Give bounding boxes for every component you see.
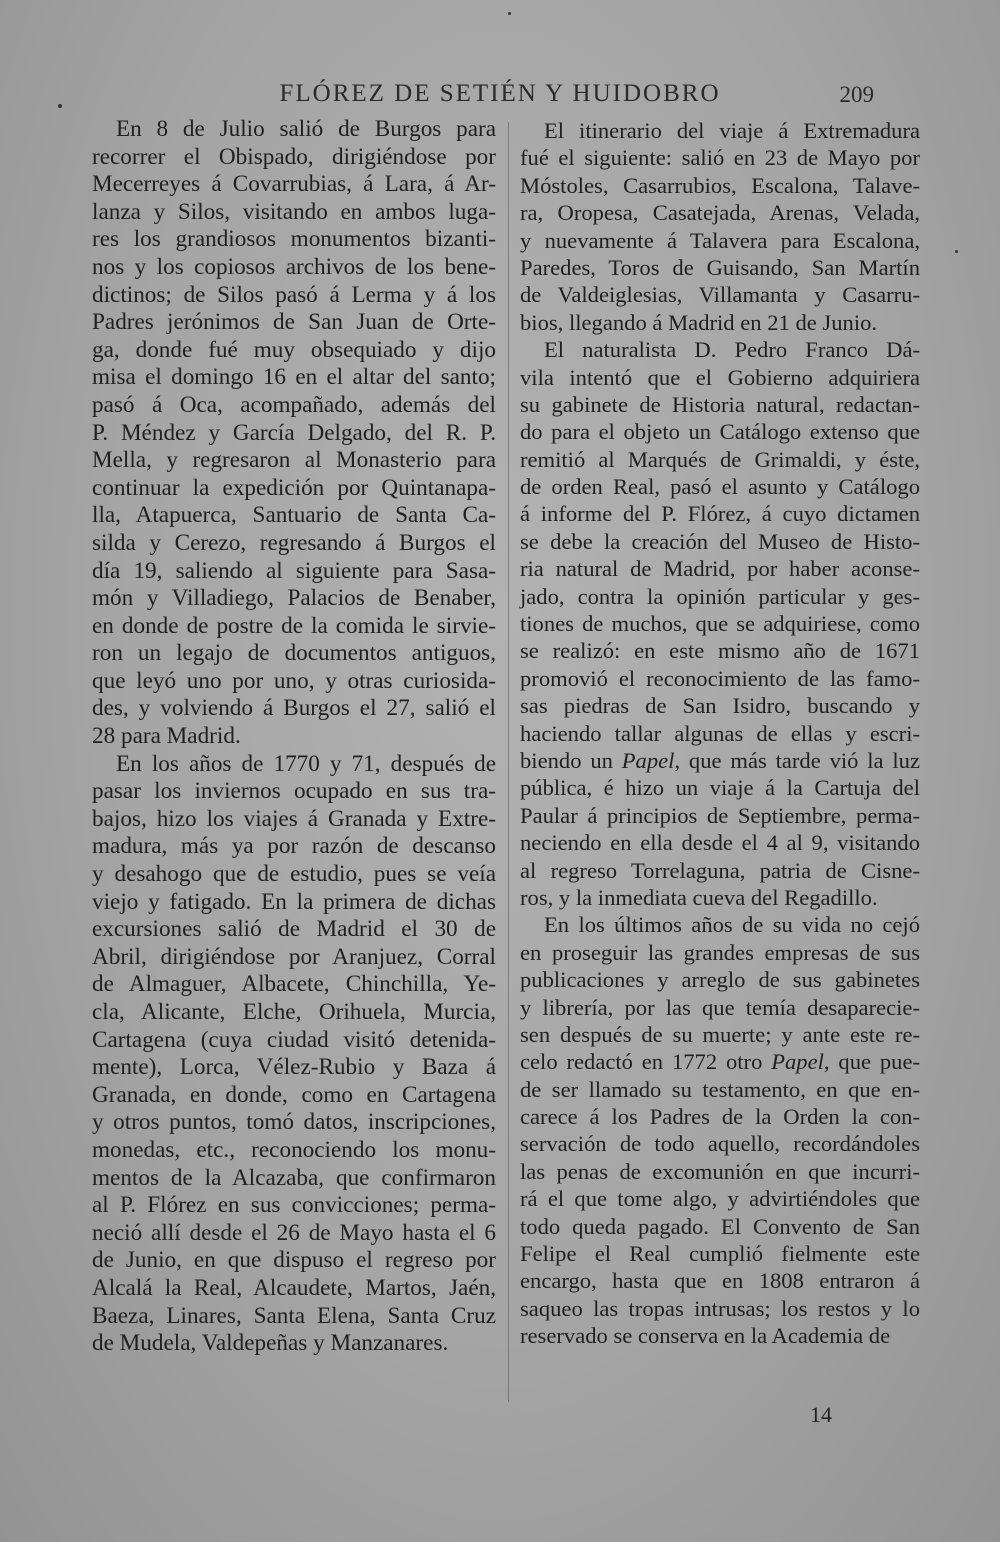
left-text-column (92, 116, 496, 1358)
text-line: excursiones salió de Madrid el 30 de (92, 916, 496, 943)
text-line: Baeza, Linares, Santa Elena, Santa Cruz (92, 1302, 496, 1329)
text-line: Cartagena (cuya ciudad visitó detenida- (92, 1026, 496, 1053)
text-line: 28 para Madrid. (92, 723, 241, 750)
text-line: Alcalá la Real, Alcaudete, Martos, Jaén, (92, 1274, 496, 1301)
text-line: ria natural de Madrid, por haber aconse- (520, 556, 920, 582)
text-line: pública, é hizo un viaje á la Cartuja del (520, 775, 920, 801)
text-line: ga, donde fué muy obsequiado y dijo (92, 336, 496, 363)
text-line: viejo y fatigado. En la primera de dichas (92, 888, 496, 915)
text-line: reservado se conserva en la Academia de (520, 1323, 891, 1349)
text-line: monedas, etc., reconociendo los monu- (92, 1136, 496, 1163)
text-line: En 8 de Julio salió de Burgos para (116, 116, 496, 142)
text-line: ra, Oropesa, Casatejada, Arenas, Velada, (520, 200, 920, 226)
text-line: Mecerreyes á Covarrubias, á Lara, á Ar- (92, 171, 496, 198)
text-line: haciendo tallar algunas de ellas y escri- (520, 720, 920, 746)
text-line: món y Villadiego, Palacios de Benaber, (92, 585, 496, 612)
text-line: Paular á principios de Septiembre, perma- (520, 802, 920, 828)
text-line: Granada, en donde, como en Cartagena (92, 1081, 496, 1108)
text-line: se debe la creación del Museo de Histo- (520, 528, 920, 554)
text-line: todo queda pagado. El Convento de San (520, 1213, 920, 1239)
text-line: Abril, dirigiéndose por Aranjuez, Corral (92, 943, 496, 970)
printer-signature-mark: 14 (810, 1402, 832, 1427)
right-text-column (520, 117, 920, 1350)
text-line: Felipe el Real cumplió fielmente este (520, 1241, 920, 1267)
text-line: Mella, y regresaron al Monasterio para (92, 447, 496, 474)
text-line: y otros puntos, tomó datos, inscripciones, (92, 1109, 496, 1136)
text-line: á informe del P. Flórez, á cuyo dictamen (520, 501, 920, 527)
text-line: en donde de postre de la comida le sirvie- (92, 612, 496, 639)
text-line: continuar la expedición por Quintanapa- (92, 474, 496, 501)
text-line: de orden Real, pasó el asunto y Catálogo (520, 474, 920, 500)
text-line: al regreso Torrelaguna, patria de Cisne- (520, 857, 920, 883)
text-line: Móstoles, Casarrubios, Escalona, Talave- (520, 172, 920, 198)
text-line: res los grandiosos monumentos bizanti- (92, 226, 496, 253)
text-line: de Junio, en que dispuso el regreso por (92, 1247, 496, 1274)
text-line: promovió el reconocimiento de las famo- (520, 665, 920, 691)
text-line: lanza y Silos, visitando en ambos luga- (92, 198, 496, 225)
text-line: neció allí desde el 26 de Mayo hasta el 6 (92, 1219, 496, 1246)
text-line: ron un legajo de documentos antiguos, (92, 640, 496, 667)
text-line: ros, y la inmediata cueva del Regadillo. (520, 884, 878, 910)
text-line: Paredes, Toros de Guisando, San Martín (520, 254, 920, 280)
text-line: El naturalista D. Pedro Franco Dá- (544, 337, 920, 363)
text-line: mente), Lorca, Vélez-Rubio y Baza á (92, 1054, 496, 1081)
print-speck (955, 250, 958, 253)
text-line: En los últimos años de su vida no cejó (544, 912, 920, 938)
text-line: bajos, hizo los viajes á Granada y Extre- (92, 805, 496, 832)
text-line: cla, Alicante, Elche, Orihuela, Murcia, (92, 999, 496, 1025)
text-line: las penas de excomunión en que incurri- (520, 1158, 920, 1184)
text-line: nos y los copiosos archivos de los bene- (92, 253, 496, 280)
text-line: de Almaguer, Albacete, Chinchilla, Ye- (92, 971, 496, 998)
print-speck (58, 104, 62, 108)
text-line: mentos de la Alcazaba, que confirmaron (92, 1164, 496, 1191)
text-line: celo redactó en 1772 otro Papel, que pue- (520, 1049, 920, 1075)
text-line: saqueo las tropas intrusas; los restos y lo (520, 1295, 920, 1321)
text-line: El itinerario del viaje á Extremadura (544, 118, 920, 143)
text-line: servación de todo aquello, recordándoles (520, 1131, 920, 1157)
text-line: pasó á Oca, acompañado, además del (92, 391, 496, 418)
text-line: de Valdeiglesias, Villamanta y Casarru- (520, 282, 920, 308)
text-line: día 19, saliendo al siguiente para Sasa- (92, 557, 496, 584)
text-line: silda y Cerezo, regresando á Burgos el (92, 529, 496, 556)
text-line: de Mudela, Valdepeñas y Manzanares. (92, 1330, 449, 1357)
text-line: sas piedras de San Isidro, buscando y (520, 693, 920, 719)
text-line: fué el siguiente: salió en 23 de Mayo por (520, 145, 920, 171)
text-line: do para el objeto un Catálogo extenso que (520, 419, 920, 445)
text-line: pasar los inviernos ocupado en sus tra- (92, 778, 496, 805)
text-line: y nuevamente á Talavera para Escalona, (520, 227, 920, 253)
column-divider (508, 122, 509, 1402)
text-line: rá el que tome algo, y advirtiéndoles que (520, 1186, 920, 1212)
text-line: En los años de 1770 y 71, después de (116, 750, 496, 777)
page-number: 209 (839, 82, 874, 107)
text-line: remitió al Marqués de Grimaldi, y éste, (520, 446, 920, 472)
text-line: des, y volviendo á Burgos el 27, salió el (92, 695, 496, 722)
text-line: se realizó: en este mismo año de 1671 (520, 638, 920, 664)
text-line: carece á los Padres de la Orden la con- (520, 1104, 920, 1130)
text-line: encargo, hasta que en 1808 entraron á (520, 1268, 920, 1294)
text-line: en proseguir las grandes empresas de sus (520, 939, 920, 965)
text-line: y desahogo que de estudio, pues se veía (92, 861, 496, 888)
text-line: y librería, por las que temía desaparecie- (520, 994, 920, 1020)
text-line: vila intentó que el Gobierno adquiriera (520, 364, 920, 390)
text-line: tiones de muchos, que se adquiriese, como (520, 611, 920, 637)
text-line: madura, más ya por razón de descanso (92, 833, 496, 860)
text-line: de ser llamado su testamento, en que en- (520, 1076, 920, 1102)
text-line: recorrer el Obispado, dirigiéndose por (92, 143, 496, 170)
text-line: biendo un Papel, que más tarde vió la luz (520, 747, 920, 773)
text-line: Padres jerónimos de San Juan de Orte- (92, 309, 496, 336)
text-line: lla, Atapuerca, Santuario de Santa Ca- (92, 502, 496, 529)
text-line: publicaciones y arreglo de sus gabinetes (520, 967, 920, 993)
text-line: al P. Flórez en sus convicciones; perma- (92, 1192, 496, 1219)
text-line: que leyó uno por uno, y otras curiosida- (92, 667, 496, 694)
text-line: misa el domingo 16 en el altar del santo; (92, 364, 496, 391)
text-line: neciendo en ella desde el 4 al 9, visitando (520, 830, 920, 856)
text-line: bios, llegando á Madrid en 21 de Junio. (520, 309, 878, 335)
text-line: su gabinete de Historia natural, redactan- (520, 391, 920, 417)
text-line: P. Méndez y García Delgado, del R. P. (92, 419, 496, 446)
running-title: FLÓREZ DE SETIÉN Y HUIDOBRO (279, 80, 721, 107)
print-speck (508, 12, 511, 15)
text-line: jado, contra la opinión particular y ges- (520, 583, 920, 609)
text-line: sen después de su muerte; y ante este re- (520, 1021, 920, 1047)
text-line: dictinos; de Silos pasó á Lerma y á los (92, 281, 496, 308)
